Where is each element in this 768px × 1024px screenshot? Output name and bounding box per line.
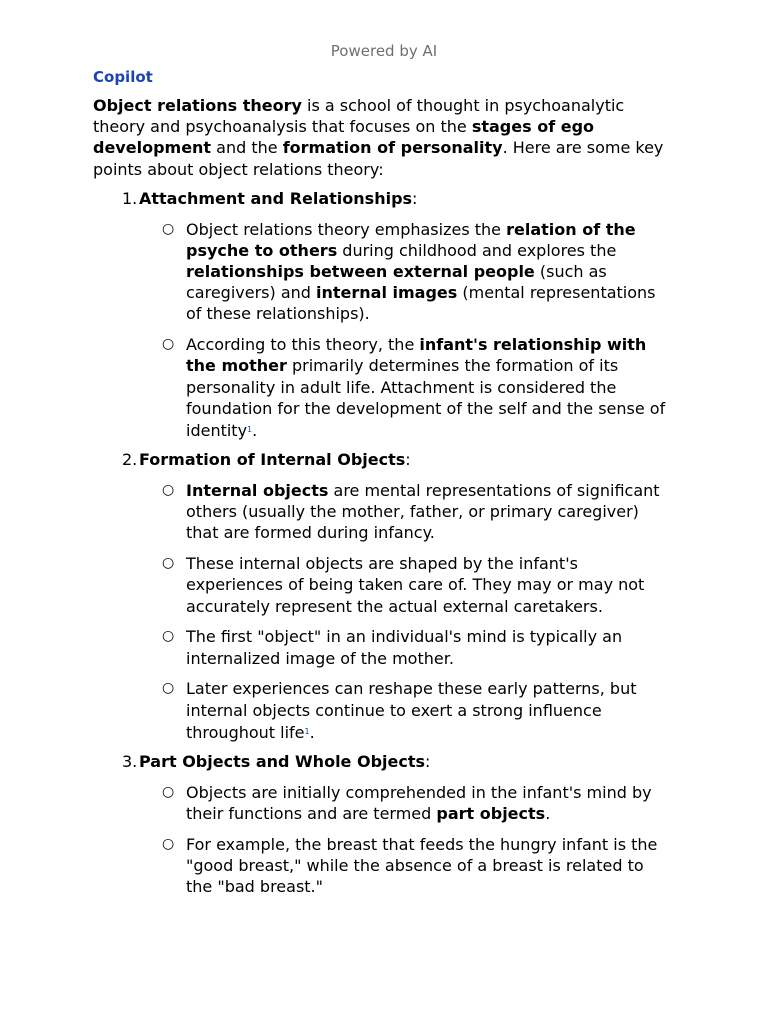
bold-text: formation of personality — [282, 138, 503, 158]
bold-text: relation of the psyche to others — [186, 219, 636, 260]
intro-paragraph — [93, 95, 668, 180]
bullet-item — [93, 553, 668, 617]
text-run: is a school of thought in psychoanalytic theory and psychoanalysis that focuses on the — [93, 96, 625, 137]
bold-text: Object relations theory — [93, 96, 302, 115]
text-run: . — [309, 722, 315, 742]
circle-bullet-icon: ○ — [162, 835, 175, 852]
text-run: (such as caregivers) and — [186, 262, 607, 303]
section-title-suffix: : — [412, 188, 418, 208]
text-run: According to this theory, the — [186, 335, 420, 355]
circle-bullet-icon: ○ — [162, 628, 175, 645]
circle-bullet-icon: ○ — [162, 482, 175, 499]
text-run: Objects are initially comprehended in the infant's mind by their functions and are termed — [186, 782, 652, 824]
section-title-suffix: : — [425, 752, 431, 772]
section-item — [93, 751, 668, 897]
text-run: For example, the breast that feeds the hungry infant is the "good breast," while the absence of a breast is related to the "bad breast." — [186, 834, 658, 897]
citation-link[interactable]: 1 — [247, 425, 253, 435]
bold-text: internal images — [316, 283, 458, 303]
section-number: 2. — [122, 450, 138, 470]
section-title-suffix: : — [405, 450, 411, 470]
text-run: . — [252, 421, 258, 441]
section-number: 1. — [122, 188, 138, 208]
circle-bullet-icon: ○ — [162, 783, 175, 800]
section-heading — [93, 751, 668, 772]
bold-text: part objects — [436, 804, 546, 824]
bullet-item — [93, 219, 668, 325]
copilot-brand: Copilot — [93, 68, 153, 86]
section-heading — [93, 449, 668, 470]
text-run: (mental representations of these relationships). — [186, 283, 656, 324]
text-run: Later experiences can reshape these early patterns, but internal objects continue to exert a strong influence throughout life — [186, 679, 637, 742]
text-run: . — [545, 804, 551, 824]
circle-bullet-icon: ○ — [162, 680, 175, 697]
bullet-item — [93, 480, 668, 544]
section-number: 3. — [122, 752, 138, 772]
citation-link[interactable]: 1 — [304, 726, 310, 736]
bold-text: relationships between external people — [186, 262, 535, 282]
text-run: are mental representations of significant others (usually the mother, father, or primary caregiver) that are formed during infancy. — [186, 481, 660, 543]
section-item — [93, 449, 668, 743]
text-run: The first "object" in an individual's mind is typically an internalized image of the mother. — [186, 627, 623, 668]
section-item — [93, 188, 668, 441]
section-title: Formation of Internal Objects — [139, 450, 406, 470]
powered-by-label: Powered by AI — [330, 42, 438, 60]
bold-text: stages of ego development — [93, 117, 595, 158]
response-content — [93, 95, 668, 897]
section-heading — [93, 188, 668, 209]
circle-bullet-icon: ○ — [162, 555, 175, 572]
sections-list — [93, 188, 668, 898]
bullet-item — [93, 626, 668, 668]
bold-text: Internal objects — [186, 481, 329, 501]
bullet-item — [93, 782, 668, 824]
section-title: Part Objects and Whole Objects — [139, 752, 426, 772]
text-run: and the — [211, 138, 283, 158]
bullet-item — [93, 334, 668, 441]
text-run: . Here are some key points about object relations theory: — [93, 138, 664, 179]
section-title: Attachment and Relationships — [139, 188, 413, 208]
circle-bullet-icon: ○ — [162, 220, 175, 237]
text-run: These internal objects are shaped by the infant's experiences of being taken care of. They may or may not accurately represent the actual external caretakers. — [186, 554, 645, 616]
bullet-item — [93, 678, 668, 743]
text-run: primarily determines the formation of its personality in adult life. Attachment is considered the foundation for the development of the self and the sense of identity — [186, 356, 666, 441]
text-run: Object relations theory emphasizes the — [186, 219, 507, 239]
bold-text: infant's relationship with the mother — [186, 335, 647, 376]
bullet-item — [93, 834, 668, 898]
text-run: during childhood and explores the — [337, 240, 617, 260]
circle-bullet-icon: ○ — [162, 336, 175, 353]
